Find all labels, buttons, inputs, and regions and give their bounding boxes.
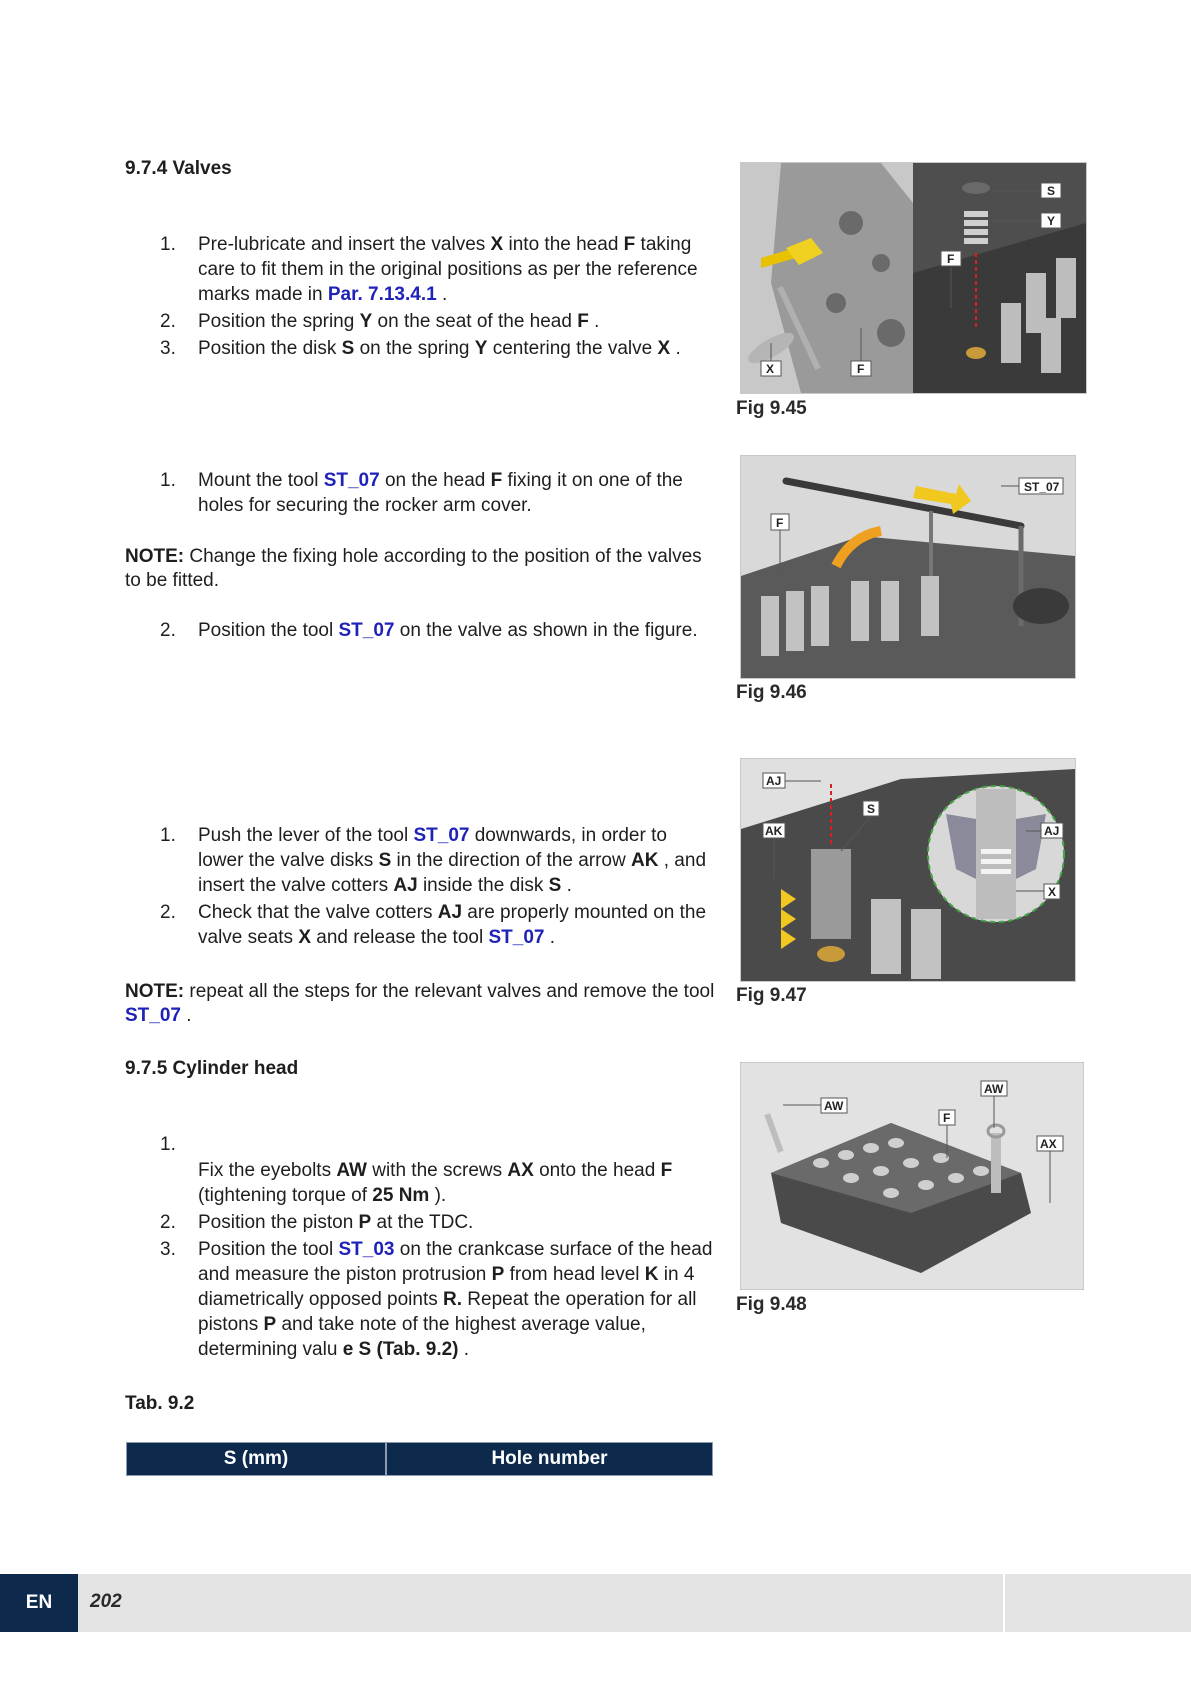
language-badge: EN: [0, 1574, 78, 1632]
list-item: 2. Position the spring Y on the seat of the head F .: [160, 311, 600, 332]
table-header-cell: Hole number: [386, 1442, 713, 1476]
fig-label: F: [947, 252, 955, 266]
fig-label: ST_07: [1024, 480, 1060, 494]
tool-link-st03[interactable]: ST_03: [338, 1239, 395, 1260]
fig-label: AW: [984, 1082, 1004, 1096]
fig-label: F: [776, 516, 784, 530]
fig-label: AX: [1040, 1137, 1057, 1151]
section-title-cylinder-head: 9.7.5 Cylinder head: [125, 1058, 299, 1079]
note-repeat: NOTE: repeat all the steps for the relevant valves and remove the tool ST_07 .: [125, 981, 715, 1026]
fig-label: X: [766, 362, 775, 376]
tool-link-st07[interactable]: ST_07: [488, 927, 545, 948]
list-item: 1. Push the lever of the tool ST_07 downwards, in order to lower the valve disks S in the direction of the arrow AK , and insert the valve cotters AJ inside the disk S .: [160, 825, 707, 896]
tool-link-st07[interactable]: ST_07: [125, 1005, 181, 1026]
list-item: 2. Position the tool ST_07 on the valve as shown in the figure.: [160, 620, 698, 641]
fig-label: AJ: [766, 774, 782, 788]
figure-9-47-image: [740, 758, 1076, 982]
list-item: 1. Fix the eyebolts AW with the screws AX onto the head F (tightening torque of 25 Nm ).: [160, 1134, 673, 1206]
figure-9-46-image: [740, 455, 1076, 679]
list-item: 3. Position the tool ST_03 on the crankcase surface of the head and measure the piston protrusion P from head level K in 4 diametrically opposed points R. Repeat the operation for all pistons P and take note of the highest average value, determining valu e S (Tab. 9.2) .: [160, 1239, 713, 1360]
fig-label: Y: [1047, 214, 1056, 228]
tool-mount-steps: [160, 468, 715, 520]
fig-label: AJ: [1044, 824, 1060, 838]
tool-link-st07[interactable]: ST_07: [323, 470, 380, 491]
list-item: 2. Check that the valve cotters AJ are properly mounted on the valve seats X and release the tool ST_07 .: [160, 902, 707, 948]
fig-label: F: [943, 1111, 951, 1125]
fig-label: S: [867, 802, 876, 816]
list-item: 3. Position the disk S on the spring Y centering the valve X .: [160, 338, 681, 359]
cotter-steps: [160, 823, 715, 952]
page-footer: [0, 1574, 1191, 1632]
tool-link-st07[interactable]: ST_07: [338, 620, 395, 641]
valves-steps-list: [160, 232, 715, 363]
tool-position-steps: [160, 618, 715, 645]
footer-divider: [1003, 1574, 1005, 1632]
list-item: 1. Mount the tool ST_07 on the head F fixing it on one of the holes for securing the rocker arm cover.: [160, 470, 683, 516]
table-header-cell: S (mm): [126, 1442, 386, 1476]
figure-caption: Fig 9.46: [736, 682, 807, 703]
figure-9-48-image: [740, 1062, 1084, 1290]
cylinder-head-steps: [160, 1132, 715, 1364]
fig-label: AK: [765, 824, 783, 838]
note-fixing-hole: NOTE: Change the fixing hole according to the position of the valves to be fitted.: [125, 546, 702, 591]
section-title-valves: 9.7.4 Valves: [125, 158, 232, 179]
fig-label: F: [857, 362, 865, 376]
figure-caption: Fig 9.47: [736, 985, 807, 1006]
figure-caption: Fig 9.48: [736, 1294, 807, 1315]
fig-label: X: [1048, 885, 1057, 899]
figure-9-45-image: [740, 162, 1087, 394]
tool-link-st07[interactable]: ST_07: [413, 825, 470, 846]
list-item: 1. Pre-lubricate and insert the valves X into the head F taking care to fit them in the original positions as per the reference marks made in Par. 7.13.4.1 .: [160, 234, 698, 305]
page-number: 202: [90, 1591, 122, 1612]
table-caption: Tab. 9.2: [125, 1393, 195, 1414]
par-link[interactable]: Par. 7.13.4.1: [327, 284, 437, 305]
list-item: 2. Position the piston P at the TDC.: [160, 1212, 474, 1233]
fig-label: AW: [824, 1099, 844, 1113]
table-9-2-header: [126, 1442, 713, 1476]
fig-label: S: [1047, 184, 1056, 198]
figure-caption: Fig 9.45: [736, 398, 807, 419]
